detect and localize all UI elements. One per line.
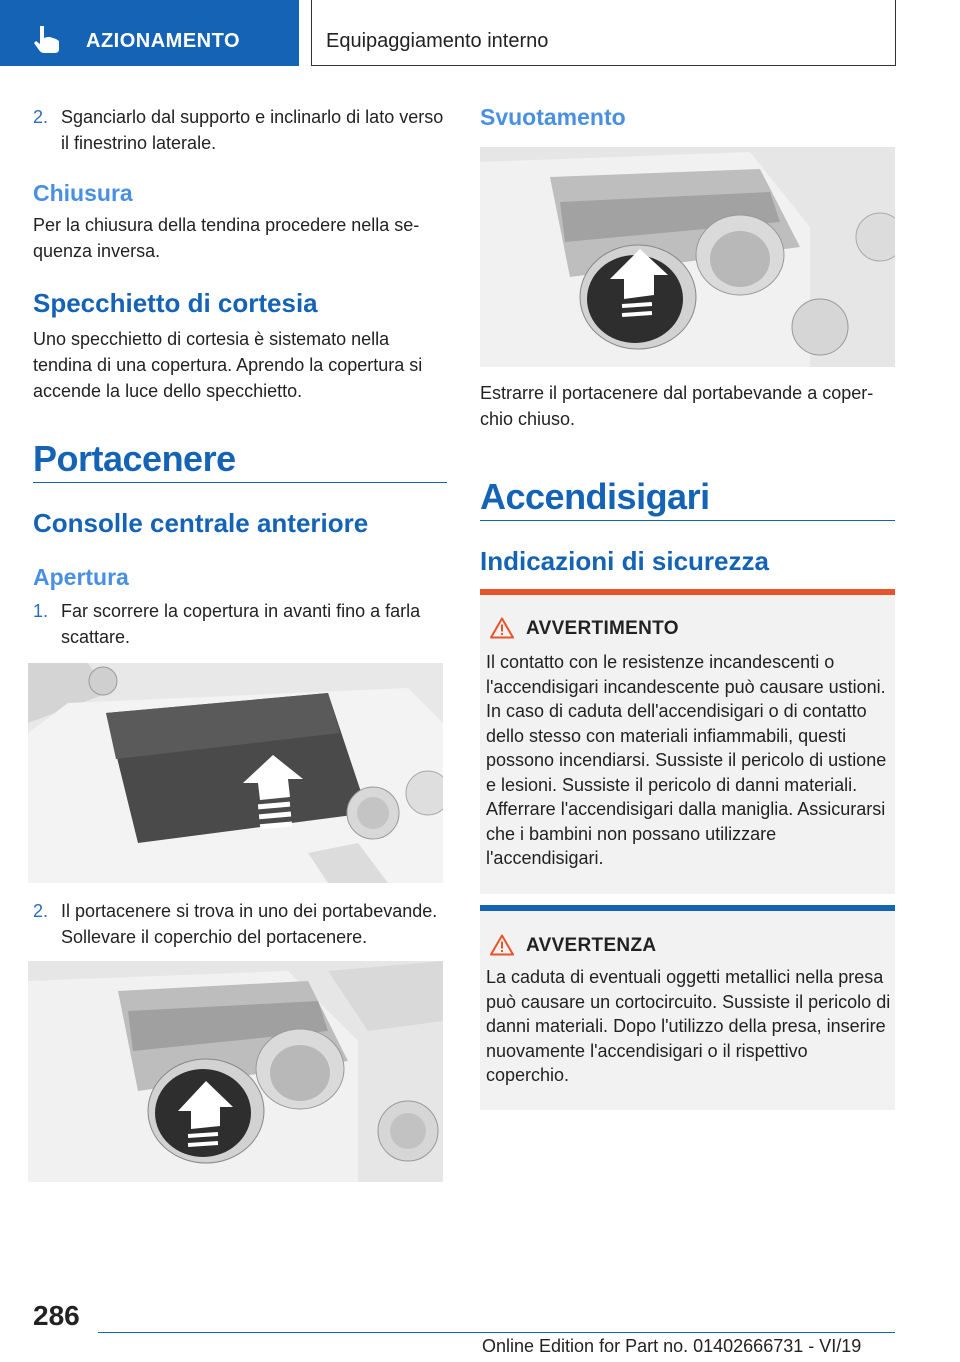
warning-title: AVVERTIMENTO <box>526 618 679 639</box>
heading-consolle: Consolle centrale anteriore <box>33 508 369 538</box>
heading-svuotamento: Svuotamento <box>480 104 626 130</box>
specchietto-text: Uno specchietto di cortesia è sistemato nella tendina di una copertura. Aprendo la copertura si accende la luce dello specchietto. <box>33 329 423 401</box>
chapter-label: Equipaggiamento interno <box>326 30 549 52</box>
heading-accendisigari: Accendisigari <box>480 476 710 517</box>
heading-apertura: Apertura <box>33 564 129 590</box>
ashtray-lift-photo <box>28 961 443 1182</box>
heading-sicurezza: Indicazioni di sicurezza <box>480 546 769 576</box>
accendisigari-rule <box>480 520 895 521</box>
heading-specchietto: Specchietto di cortesia <box>33 288 318 318</box>
console-cover-photo <box>28 663 443 883</box>
warning-bar <box>480 905 895 911</box>
section-label: AZIONAMENTO <box>86 30 241 52</box>
heading-portacenere: Portacenere <box>33 438 236 479</box>
hand-pointer-icon <box>30 24 64 54</box>
step-text: Il portacenere si trova in uno dei portabevande. Sollevare il coperchio del portacenere. <box>61 901 438 947</box>
svuotamento-text: Estrarre il portacenere dal portabevande a coperchio chiuso. <box>480 383 874 429</box>
chapter-header <box>311 0 896 66</box>
warning-title: AVVERTENZA <box>526 935 657 956</box>
step-number: 2. <box>33 901 49 921</box>
step-text: Sganciarlo dal supporto e inclinarlo di lato verso il finestrino laterale. <box>61 107 444 153</box>
step-number: 1. <box>33 601 49 621</box>
chiusura-text: Per la chiusura della tendina procedere nella sequenza inversa. <box>33 215 420 261</box>
warning-text: Il contatto con le resistenze incandescenti o l'accendisigari incandescente può causare ustioni. In caso di caduta dell'accendisigari o di contatto dello stesso con materiali infiammabili, questi possono incendiarsi. Sussiste il pericolo di ustione e lesioni. Sussiste il pericolo di danni materiali. Afferrare l'accendisigari dalla maniglia. Assicurarsi che i bambini non possano utilizzare l'accendisigari. <box>486 652 887 868</box>
warning-triangle-icon <box>490 617 514 639</box>
warning-text: La caduta di eventuali oggetti metallici nella presa può causare un cortocircuito. Sussiste il pericolo di danni materiali. Dopo l'utilizzo della presa, inserire nuovamente l'accendisigari o il rispettivo coperchio. <box>486 967 891 1085</box>
warning-triangle-icon <box>490 934 514 956</box>
footer-rule <box>98 1332 895 1333</box>
ashtray-remove-photo <box>480 147 895 367</box>
footer-edition: Online Edition for Part no. 01402666731 - VI/19 <box>482 1336 862 1356</box>
heading-chiusura: Chiusura <box>33 180 133 206</box>
step-number: 2. <box>33 107 49 127</box>
section-tab[interactable] <box>0 0 299 66</box>
warning-box-avvertenza <box>480 905 895 1110</box>
page-number: 286 <box>33 1300 80 1331</box>
warning-bar <box>480 589 895 595</box>
warning-box-avvertimento <box>480 589 895 894</box>
portacenere-rule <box>33 482 447 483</box>
step-text: Far scorrere la copertura in avanti fino a farla scattare. <box>61 601 421 647</box>
